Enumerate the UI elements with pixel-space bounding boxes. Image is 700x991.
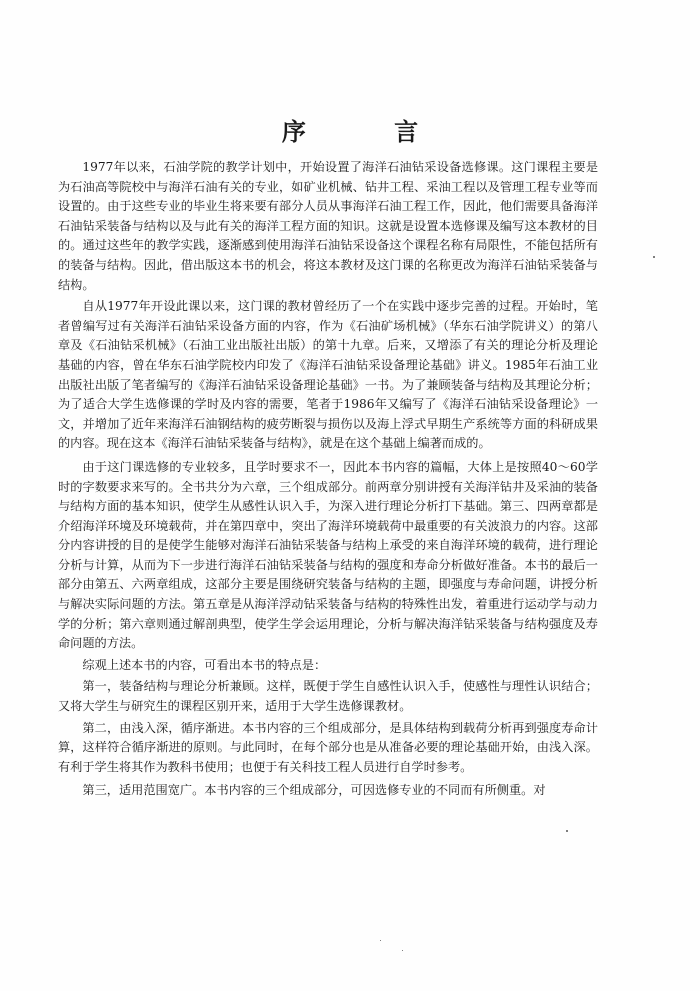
- page-title: 序 言: [281, 117, 459, 146]
- paragraph-6: 第二，由浅入深，循序渐进。本书内容的三个组成部分，是具体结构到载荷分析再到强度寿命计算，这样符合循序渐进的原则。与此同时，在每个部分也是从准备必要的理论基础开始，由浅入深。有利于学生将其作为教科书使用；也便于有关科技工程人员进行自学时参考。: [58, 720, 598, 774]
- paragraph-4: 综观上述本书的内容，可看出本书的特点是：: [82, 657, 327, 672]
- scan-speck: [653, 256, 655, 258]
- paragraph-7: 第三，适用范围宽广。本书内容的三个组成部分，可因选修专业的不同而有所侧重。对: [82, 783, 546, 798]
- paragraph-5: 第一，装备结构与理论分析兼顾。这样，既便于学生自感性认识入手，使感性与理性认识结合；又将大学生与研究生的课程区别开来，适用于大学生选修课教材。: [58, 679, 598, 714]
- document-body: [58, 158, 598, 801]
- paragraph-3: 由于这门课选修的专业较多，且学时要求不一，因此本书内容的篇幅，大体上是按照40～60学时的字数要求来写的。全书共分为六章，三个组成部分。前两章分别讲授有关海洋钻井及采油的装备与结构方面的基本知识，使学生从感性认识入手，为深入进行理论分析打下基础。第三、四两章都是介绍海洋环境及环境载荷，并在第四章中，突出了海洋环境载荷中最重要的有关波浪力的内容。这部分内容讲授的目的是使学生能够对海洋石油钻采装备与结构上承受的来自海洋环境的载荷，进行理论分析与计算，从而为下一步进行海洋石油钻采装备与结构的强度和寿命分析做好准备。本书的最后一部分由第五、六两章组成，这部分主要是围绕研究装备与结构的主题，即强度与寿命问题，讲授分析与解决实际问题的方法。第五章是从海洋浮动钻采装备与结构的特殊性出发，着重进行运动学与动力学的分析；第六章则通过解剖典型，使学生学会运用理论，分析与解决海洋钻采装备与结构强度及寿命问题的方法。: [58, 459, 598, 651]
- paragraph-2: 自从1977年开设此课以来，这门课的教材曾经历了一个在实践中逐步完善的过程。开始时，笔者曾编写过有关海洋石油钻采设备方面的内容，作为《石油矿场机械》（华东石油学院讲义）的第八章及《石油钻采机械》（石油工业出版社出版）的第十九章。后来，又增添了有关的理论分析及理论基础的内容，曾在华东石油学院校内印发了《海洋石油钻采设备理论基础》讲义。1985年石油工业出版社出版了笔者编写的《海洋石油钻采设备理论基础》一书。为了兼顾装备与结构及其理论分析；为了适合大学生选修课的学时及内容的需要，笔者于1986年又编写了《海洋石油钻采设备理论》一文，并增加了近年来海洋石油钢结构的疲劳断裂与损伤以及海上浮式早期生产系统等方面的科研成果的内容。现在这本《海洋石油钻采装备与结构》，就是在这个基础上编著而成的。: [58, 299, 598, 451]
- scan-speck: [566, 830, 568, 832]
- scan-speck: [380, 940, 381, 941]
- scan-speck: [402, 950, 403, 951]
- paragraph-1: 1977年以来，石油学院的教学计划中，开始设置了海洋石油钻采设备选修课。这门课程主要是为石油高等院校中与海洋石油有关的专业，如矿业机械、钻井工程、采油工程以及管理工程专业等而设置的。由于这些专业的毕业生将来要有部分人员从事海洋石油工程工作，因此，他们需要具备海洋石油钻采装备与结构以及与此有关的海洋工程方面的知识。这就是设置本选修课及编写这本教材的目的。通过这些年的教学实践，逐渐感到使用海洋石油钻采设备这个课程名称有局限性，不能包括所有的装备与结构。因此，借出版这本书的机会，将这本教材及这门课的名称更改为海洋石油钻采装备与结构。: [58, 160, 598, 292]
